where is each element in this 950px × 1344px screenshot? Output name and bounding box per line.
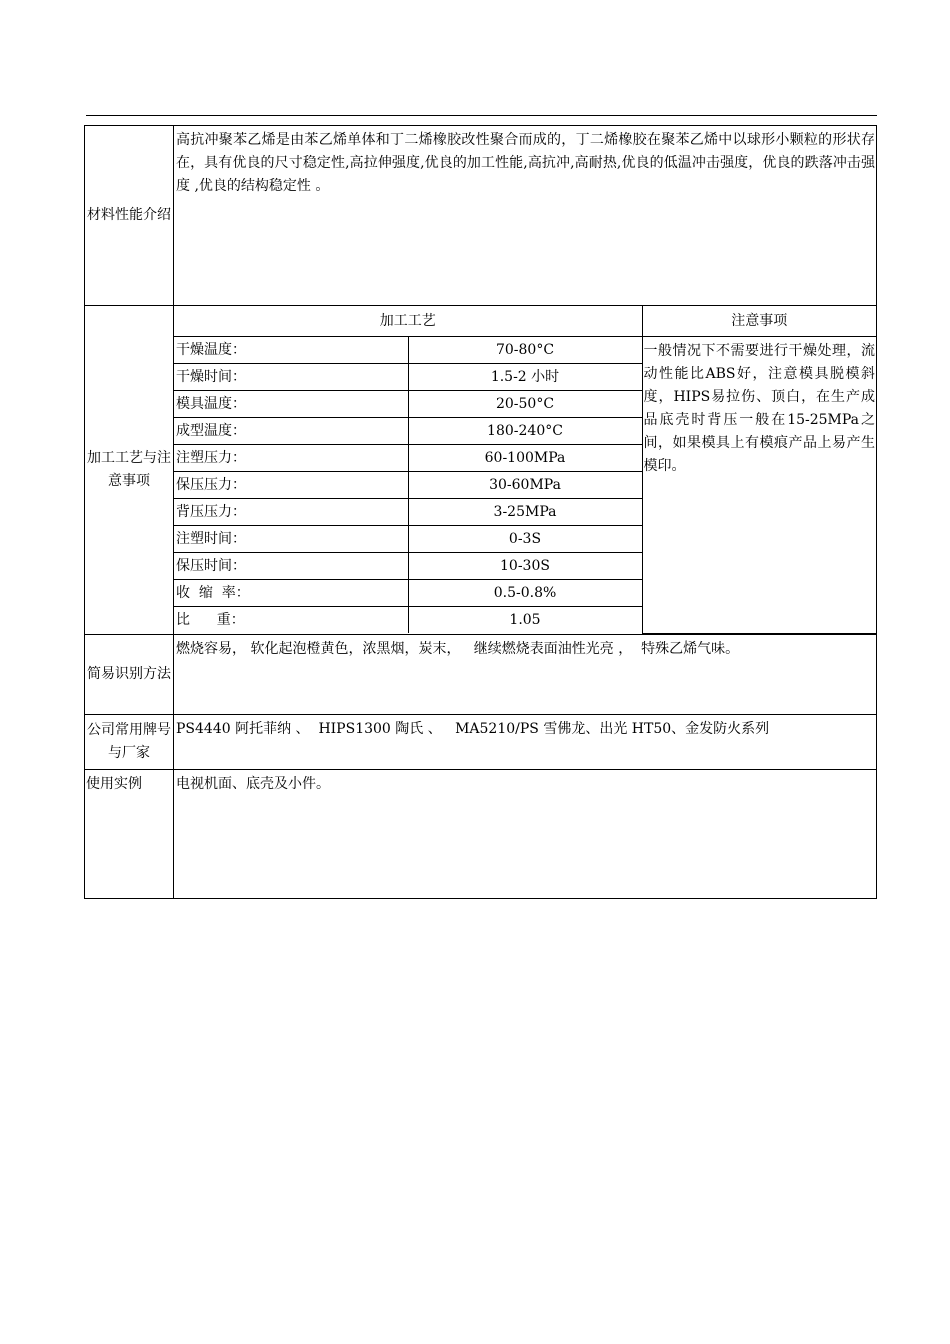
param-value: 30-60MPa: [408, 472, 642, 499]
process-row: [85, 306, 877, 635]
param-name: 干燥时间：: [174, 364, 408, 391]
param-name: 成型温度：: [174, 418, 408, 445]
process-table: [174, 306, 876, 634]
brands-label: 公司常用牌号与厂家: [85, 714, 174, 769]
param-name: 保压时间：: [174, 553, 408, 580]
intro-row: [85, 126, 877, 306]
param-value: 70-80°C: [408, 337, 642, 364]
usage-text: 电视机面、底壳及小件。: [174, 769, 877, 898]
usage-label: 使用实例: [85, 769, 174, 898]
process-header-row: [174, 306, 876, 337]
material-spec-table: [84, 125, 877, 899]
identify-text: 燃烧容易， 软化起泡橙黄色，浓黑烟，炭末， 继续燃烧表面油性光亮 ， 特殊乙烯气味。: [174, 634, 877, 714]
identify-row: [85, 634, 877, 714]
notes-header: 注意事项: [642, 306, 876, 337]
brands-row: [85, 714, 877, 769]
param-value: 60-100MPa: [408, 445, 642, 472]
param-name: 比 重：: [174, 607, 408, 634]
process-header: 加工工艺: [174, 306, 642, 337]
param-name: 背压压力：: [174, 499, 408, 526]
process-section: [174, 306, 877, 635]
notes-text: 一般情况下不需要进行干燥处理，流动性能比ABS好，注意模具脱模斜度，HIPS易拉伤、顶白，在生产成品底壳时背压一般在15-25MPa之间，如果模具上有模痕产品上易产生模印。: [642, 337, 876, 634]
process-param-row: [174, 337, 876, 364]
process-label: 加工工艺与注意事项: [85, 306, 174, 635]
brands-text: PS4440 阿托菲纳 、 HIPS1300 陶氏 、 MA5210/PS 雪佛龙、出光 HT50、金发防火系列: [174, 714, 877, 769]
param-value: 1.05: [408, 607, 642, 634]
param-name: 模具温度：: [174, 391, 408, 418]
param-name: 注塑时间：: [174, 526, 408, 553]
param-value: 0-3S: [408, 526, 642, 553]
param-value: 180-240°C: [408, 418, 642, 445]
usage-row: [85, 769, 877, 898]
param-name: 收 缩 率：: [174, 580, 408, 607]
intro-text: 高抗冲聚苯乙烯是由苯乙烯单体和丁二烯橡胶改性聚合而成的，丁二烯橡胶在聚苯乙烯中以球形小颗粒的形状存在，具有优良的尺寸稳定性,高拉伸强度,优良的加工性能,高抗冲,高耐热,优良的低温冲击强度，优良的跌落冲击强度 ,优良的结构稳定性 。: [174, 126, 877, 306]
param-name: 保压压力：: [174, 472, 408, 499]
param-value: 3-25MPa: [408, 499, 642, 526]
identify-label: 简易识别方法: [85, 634, 174, 714]
header-rule: [86, 115, 877, 116]
param-name: 干燥温度：: [174, 337, 408, 364]
param-value: 20-50°C: [408, 391, 642, 418]
param-value: 0.5-0.8%: [408, 580, 642, 607]
intro-label: 材料性能介绍: [85, 126, 174, 306]
param-name: 注塑压力：: [174, 445, 408, 472]
param-value: 1.5-2 小时: [408, 364, 642, 391]
param-value: 10-30S: [408, 553, 642, 580]
